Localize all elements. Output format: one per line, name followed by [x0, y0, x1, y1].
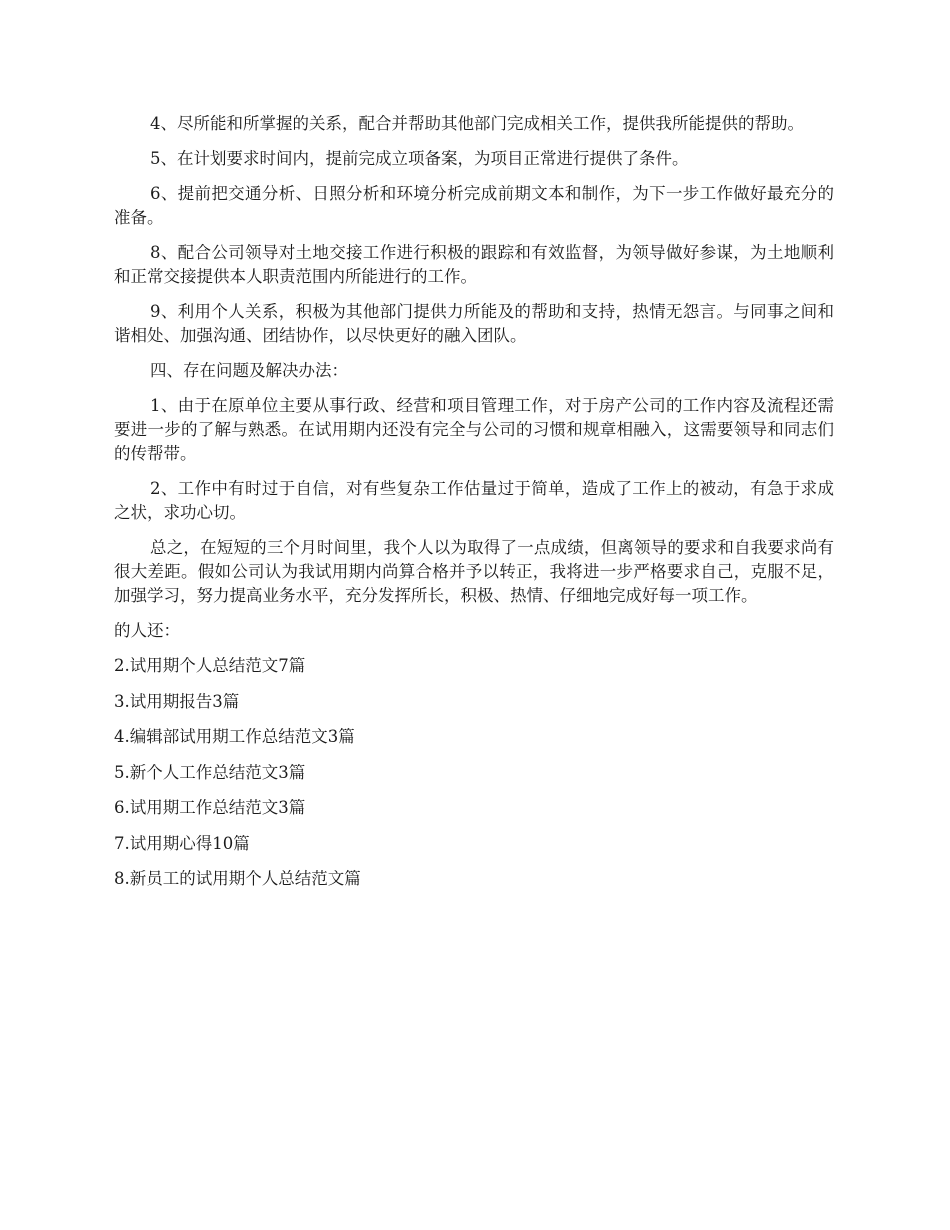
paragraph-item-9: 9、利用个人关系，积极为其他部门提供力所能及的帮助和支持，热情无怨言。与同事之间和谐相处、加强沟通、团结协作，以尽快更好的融入团队。 — [114, 302, 834, 345]
paragraph-item-8: 8、配合公司领导对土地交接工作进行积极的跟踪和有效监督，为领导做好参谋，为土地顺利和正常交接提供本人职责范围内所能进行的工作。 — [114, 243, 834, 286]
related-links-list — [114, 654, 834, 891]
paragraph-problem-2: 2、工作中有时过于自信，对有些复杂工作估量过于简单，造成了工作上的被动，有急于求成之状，求功心切。 — [114, 479, 834, 522]
related-link[interactable]: 6.试用期工作总结范文3篇 — [114, 798, 306, 817]
related-link[interactable]: 4.编辑部试用期工作总结范文3篇 — [114, 727, 355, 746]
paragraph-item-4: 4、尽所能和所掌握的关系，配合并帮助其他部门完成相关工作，提供我所能提供的帮助。 — [150, 114, 804, 133]
document-page — [114, 112, 834, 903]
related-link[interactable]: 7.试用期心得10篇 — [114, 833, 250, 853]
paragraph-problem-1: 1、由于在原单位主要从事行政、经营和项目管理工作，对于房产公司的工作内容及流程还需要进一步的了解与熟悉。在试用期内还没有完全与公司的习惯和规章相融入，这需要领导和同志们的传帮带。 — [114, 396, 834, 463]
related-link[interactable]: 8.新员工的试用期个人总结范文篇 — [114, 869, 361, 888]
related-link[interactable]: 2.试用期个人总结范文7篇 — [114, 656, 306, 675]
related-link[interactable]: 3.试用期报告3篇 — [114, 691, 240, 711]
related-link[interactable]: 5.新个人工作总结范文3篇 — [114, 762, 306, 782]
paragraph-item-6: 6、提前把交通分析、日照分析和环境分析完成前期文本和制作，为下一步工作做好最充分的准备。 — [114, 184, 834, 227]
related-intro: 的人还： — [114, 621, 180, 640]
paragraph-item-5: 5、在计划要求时间内，提前完成立项备案，为项目正常进行提供了条件。 — [150, 149, 689, 168]
paragraph-conclusion: 总之，在短短的三个月时间里，我个人以为取得了一点成绩，但离领导的要求和自我要求尚有很大差距。假如公司认为我试用期内尚算合格并予以转正，我将进一步严格要求自己，克服不足，加强学习，努力提高业务水平，充分发挥所长，积极、热情、仔细地完成好每一项工作。 — [114, 538, 834, 605]
section-heading-problems: 四、存在问题及解决办法： — [150, 361, 348, 380]
